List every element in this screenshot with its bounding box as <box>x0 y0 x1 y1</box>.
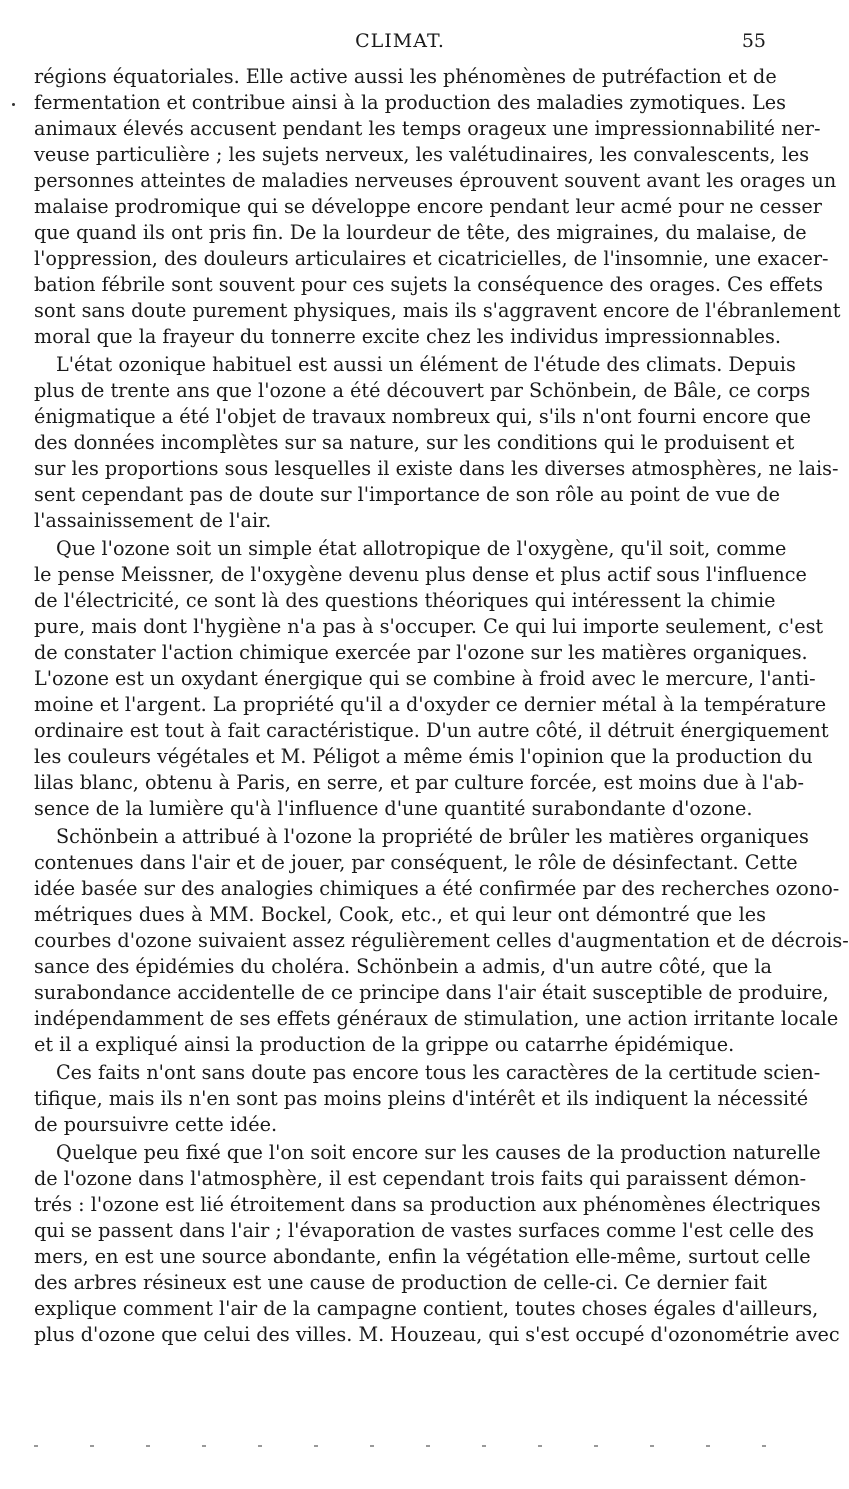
text-line: le pense Meissner, de l'oxygène devenu plus dense et plus actif sous l'influence <box>34 563 807 586</box>
text-line: L'état ozonique habituel est aussi un élément de l'étude des climats. Depuis <box>56 353 796 376</box>
text-line: l'oppression, des douleurs articulaires et cicatricielles, de l'insomnie, une exacer- <box>34 247 829 270</box>
text-line: bation fébrile sont souvent pour ces sujets la conséquence des orages. Ces effets <box>34 273 823 296</box>
text-line: sont sans doute purement physiques, mais ils s'aggravent encore de l'ébranlement <box>34 299 841 322</box>
speck <box>594 1445 598 1447</box>
text-line: lilas blanc, obtenu à Paris, en serre, et par culture forcée, est moins due à l'ab- <box>34 771 804 794</box>
speck <box>762 1445 766 1447</box>
text-line: moral que la frayeur du tonnerre excite chez les individus impressionnables. <box>34 325 781 348</box>
text-line: malaise prodromique qui se développe encore pendant leur acmé pour ne cesser <box>34 195 822 218</box>
text-line: Quelque peu fixé que l'on soit encore sur les causes de la production naturelle <box>56 1141 821 1164</box>
text-line: que quand ils ont pris fin. De la lourdeur de tête, des migraines, du malaise, de <box>34 221 807 244</box>
speck <box>706 1445 710 1447</box>
speck <box>146 1445 150 1447</box>
speck <box>34 1445 38 1447</box>
text-line: animaux élevés accusent pendant les temps orageux une impressionnabilité ner- <box>34 117 821 140</box>
text-line: sur les proportions sous lesquelles il existe dans les diverses atmosphères, ne lais- <box>34 457 839 480</box>
text-line: trés : l'ozone est lié étroitement dans sa production aux phénomènes électriques <box>34 1193 821 1216</box>
speck <box>258 1445 262 1447</box>
text-line: de constater l'action chimique exercée par l'ozone sur les matières organiques. <box>34 641 808 664</box>
text-line: de poursuivre cette idée. <box>34 1113 278 1136</box>
text-line: régions équatoriales. Elle active aussi les phénomènes de putréfaction et de <box>34 65 777 88</box>
text-line: fermentation et contribue ainsi à la production des maladies zymotiques. Les <box>34 91 786 114</box>
text-line: énigmatique a été l'objet de travaux nombreux qui, s'ils n'ont fourni encore que <box>34 405 812 428</box>
text-line: surabondance accidentelle de ce principe dans l'air était susceptible de produire, <box>34 981 829 1004</box>
speck <box>538 1445 542 1447</box>
margin-speck <box>12 103 15 106</box>
text-line: de l'électricité, ce sont là des questions théoriques qui intéressent la chimie <box>34 589 776 612</box>
text-line: idée basée sur des analogies chimiques a été confirmée par des recherches ozono- <box>34 877 840 900</box>
text-line: et il a expliqué ainsi la production de la grippe ou catarrhe épidémique. <box>34 1033 735 1056</box>
text-line: sance des épidémies du choléra. Schönbein a admis, d'un autre côté, que la <box>34 955 772 978</box>
speck <box>426 1445 430 1447</box>
text-line: veuse particulière ; les sujets nerveux, les valétudinaires, les convalescents, les <box>34 143 810 166</box>
text-line: plus d'ozone que celui des villes. M. Houzeau, qui s'est occupé d'ozonométrie avec <box>34 1323 840 1346</box>
speck <box>314 1445 318 1447</box>
text-line: Ces faits n'ont sans doute pas encore tous les caractères de la certitude scien- <box>56 1061 821 1084</box>
paragraph <box>34 536 829 822</box>
paragraph <box>34 64 841 350</box>
text-line: des données incomplètes sur sa nature, sur les conditions qui le produisent et <box>34 431 795 454</box>
text-line: personnes atteintes de maladies nerveuses éprouvent souvent avant les orages un <box>34 169 837 192</box>
text-line: l'assainissement de l'air. <box>34 509 272 532</box>
text-line: des arbres résineux est une cause de production de celle-ci. Ce dernier fait <box>34 1271 767 1294</box>
paragraph <box>34 824 849 1058</box>
text-line: sent cependant pas de doute sur l'importance de son rôle au point de vue de <box>34 483 781 506</box>
paragraph <box>34 1060 821 1138</box>
text-line: métriques dues à MM. Bockel, Cook, etc., et qui leur ont démontré que les <box>34 903 766 926</box>
text-line: sence de la lumière qu'à l'influence d'une quantité surabondante d'ozone. <box>34 797 753 820</box>
text-line: moine et l'argent. La propriété qu'il a d'oxyder ce dernier métal à la température <box>34 693 827 716</box>
text-line: mers, en est une source abondante, enfin la végétation elle-même, surtout celle <box>34 1245 811 1268</box>
running-title: CLIMAT. <box>355 30 445 52</box>
bottom-margin-specks <box>34 1443 766 1449</box>
text-line: pure, mais dont l'hygiène n'a pas à s'occuper. Ce qui lui importe seulement, c'est <box>34 615 824 638</box>
text-line: de l'ozone dans l'atmosphère, il est cependant trois faits qui paraissent démon- <box>34 1167 807 1190</box>
text-line: qui se passent dans l'air ; l'évaporation de vastes surfaces comme l'est celle des <box>34 1219 815 1242</box>
speck <box>482 1445 486 1447</box>
text-line: tifique, mais ils n'en sont pas moins pleins d'intérêt et ils indiquent la nécessité <box>34 1087 809 1110</box>
text-line: plus de trente ans que l'ozone a été découvert par Schönbein, de Bâle, ce corps <box>34 379 811 402</box>
text-line: Que l'ozone soit un simple état allotropique de l'oxygène, qu'il soit, comme <box>56 537 787 560</box>
text-line: courbes d'ozone suivaient assez régulièrement celles d'augmentation et de décrois- <box>34 929 849 952</box>
text-line: explique comment l'air de la campagne contient, toutes choses égales d'ailleurs, <box>34 1297 819 1320</box>
speck <box>650 1445 654 1447</box>
paragraph <box>34 1140 840 1348</box>
page-number: 55 <box>741 30 766 52</box>
text-line: indépendamment de ses effets généraux de stimulation, une action irritante locale <box>34 1007 839 1030</box>
page-body <box>34 64 849 1350</box>
text-line: Schönbein a attribué à l'ozone la propriété de brûler les matières organiques <box>56 825 809 848</box>
text-line: ordinaire est tout à fait caractéristique. D'un autre côté, il détruit énergiquement <box>34 719 829 742</box>
running-head <box>34 30 766 54</box>
speck <box>90 1445 94 1447</box>
speck <box>202 1445 206 1447</box>
speck <box>370 1445 374 1447</box>
text-line: contenues dans l'air et de jouer, par conséquent, le rôle de désinfectant. Cette <box>34 851 798 874</box>
text-line: L'ozone est un oxydant énergique qui se combine à froid avec le mercure, l'anti- <box>34 667 816 690</box>
paragraph <box>34 352 839 534</box>
text-line: les couleurs végétales et M. Péligot a même émis l'opinion que la production du <box>34 745 813 768</box>
